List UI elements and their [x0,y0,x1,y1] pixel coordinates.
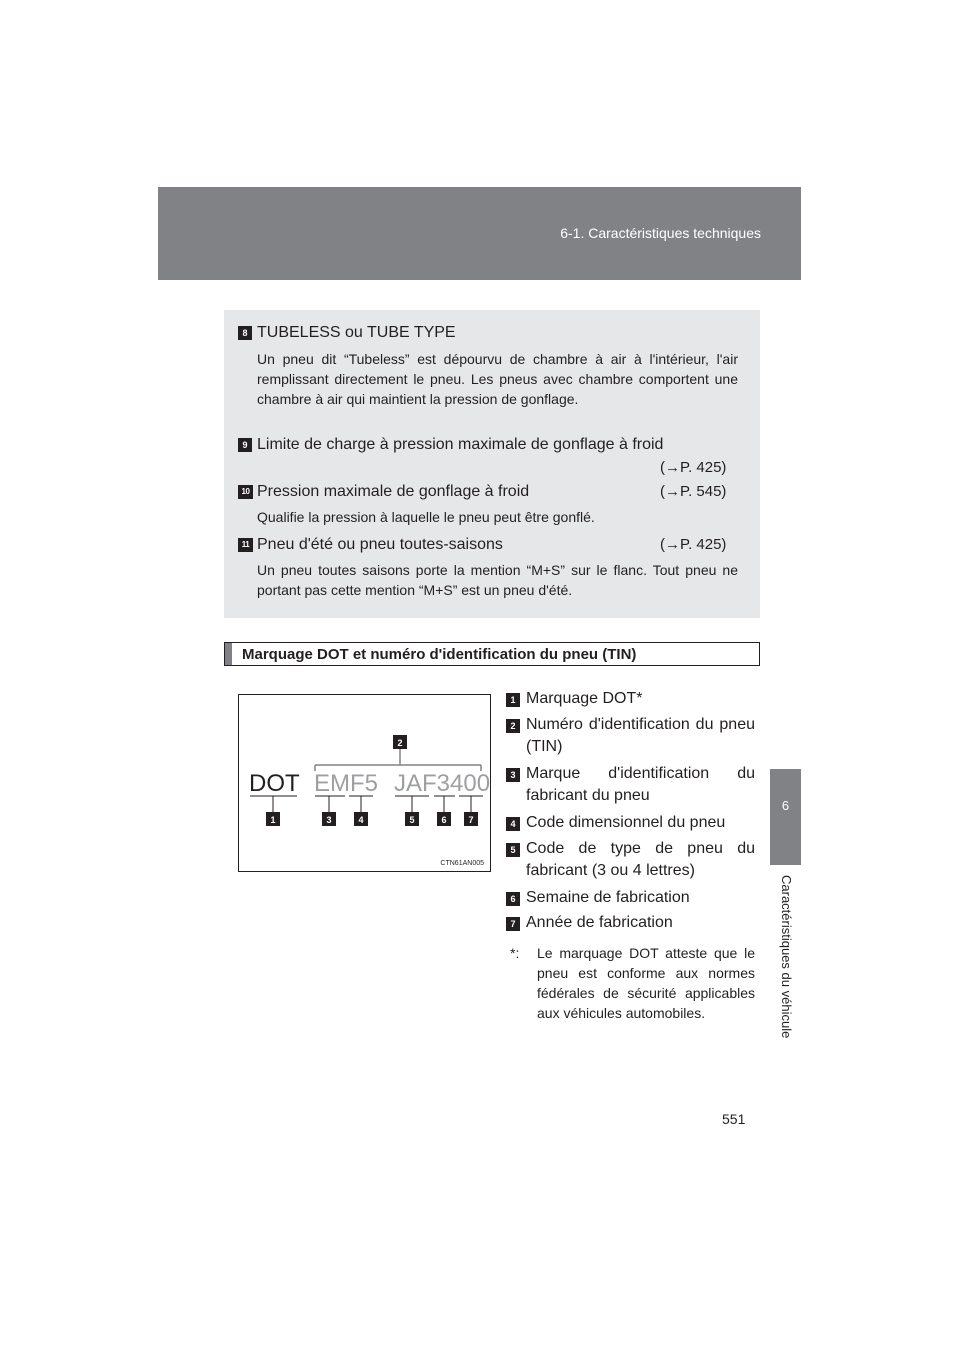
item-description: Qualifie la pression à laquelle le pneu peut être gonflé. [257,509,595,525]
list-item: Année de fabrication [526,914,673,931]
item-description: Un pneu dit “Tubeless” est dépourvu de chambre à air à l'intérieur, l'air remplissant directement le pneu. Les pneus avec chambre comportent une chambre à air qui maintient la pression de gonflage. [257,351,738,407]
footnote-mark: *: [510,945,520,961]
item-number-badge: 11 [238,538,253,552]
item-title: Pneu d'été ou pneu toutes-saisons [257,536,503,553]
list-number-badge: 1 [506,693,520,707]
list-number-badge: 6 [506,892,520,906]
item-title: Pression maximale de gonflage à froid [257,483,530,500]
list-number-badge: 3 [506,768,520,782]
item-title: TUBELESS ou TUBE TYPE [257,324,456,341]
list-item: Marque d'identification du fabricant du pneu [526,765,755,804]
callout-6: 6 [441,815,447,825]
page-number: 551 [722,1111,746,1127]
section-header-band [158,187,801,280]
page-reference: (→P. 545) [660,483,727,500]
footnote-text: Le marquage DOT atteste que le pneu est conforme aux normes fédérales de sécurité applicables aux véhicules automobiles. [537,945,755,1021]
tire-marking-illustration [239,695,490,871]
list-number-badge: 2 [506,719,520,733]
figure-code: CTN61AN005 [440,860,484,867]
list-item: Marquage DOT* [526,690,643,707]
item-description: Un pneu toutes saisons porte la mention “M+S” sur le flanc. Tout pneu ne portant pas cette mention “M+S” est un pneu d'été. [257,562,738,598]
callout-4: 4 [358,815,364,825]
tire-marking-figure [238,694,491,872]
page-reference: (→P. 425) [660,536,727,553]
footnote [510,943,755,1023]
item-number-badge: 10 [238,485,253,499]
callout-5: 5 [409,815,415,825]
list-number-badge: 4 [506,817,520,831]
list-item: Semaine de fabrication [526,889,690,906]
item-title: Limite de charge à pression maximale de gonflage à froid [257,436,664,453]
callout-7: 7 [468,815,474,825]
item-number-badge: 8 [238,326,252,340]
list-number-badge: 5 [506,843,520,857]
page-reference: (→P. 425) [660,459,727,476]
list-item: Code dimensionnel du pneu [526,814,726,831]
dot-text: DOT [249,770,300,797]
item-number-badge: 9 [238,438,252,452]
list-number-badge: 7 [506,917,520,931]
chapter-number: 6 [781,798,790,813]
section-heading-text: Marquage DOT et numéro d'identification du pneu (TIN) [242,646,637,663]
list-item: Code de type de pneu du fabricant (3 ou 4 lettres) [526,840,755,879]
callout-2: 2 [397,738,403,748]
jaf-text: JAF3400 [394,770,490,797]
callout-3: 3 [326,815,332,825]
heading-accent-bar [225,643,232,665]
section-title: 6-1. Caractéristiques techniques [560,225,761,241]
callout-1: 1 [270,815,276,825]
section-heading [224,642,760,666]
chapter-label: Caractéristiques du véhicule [779,875,794,1039]
chapter-tab [770,769,801,865]
emf-text: EMF5 [314,770,379,797]
list-item: Numéro d'identification du pneu (TIN) [526,716,755,755]
